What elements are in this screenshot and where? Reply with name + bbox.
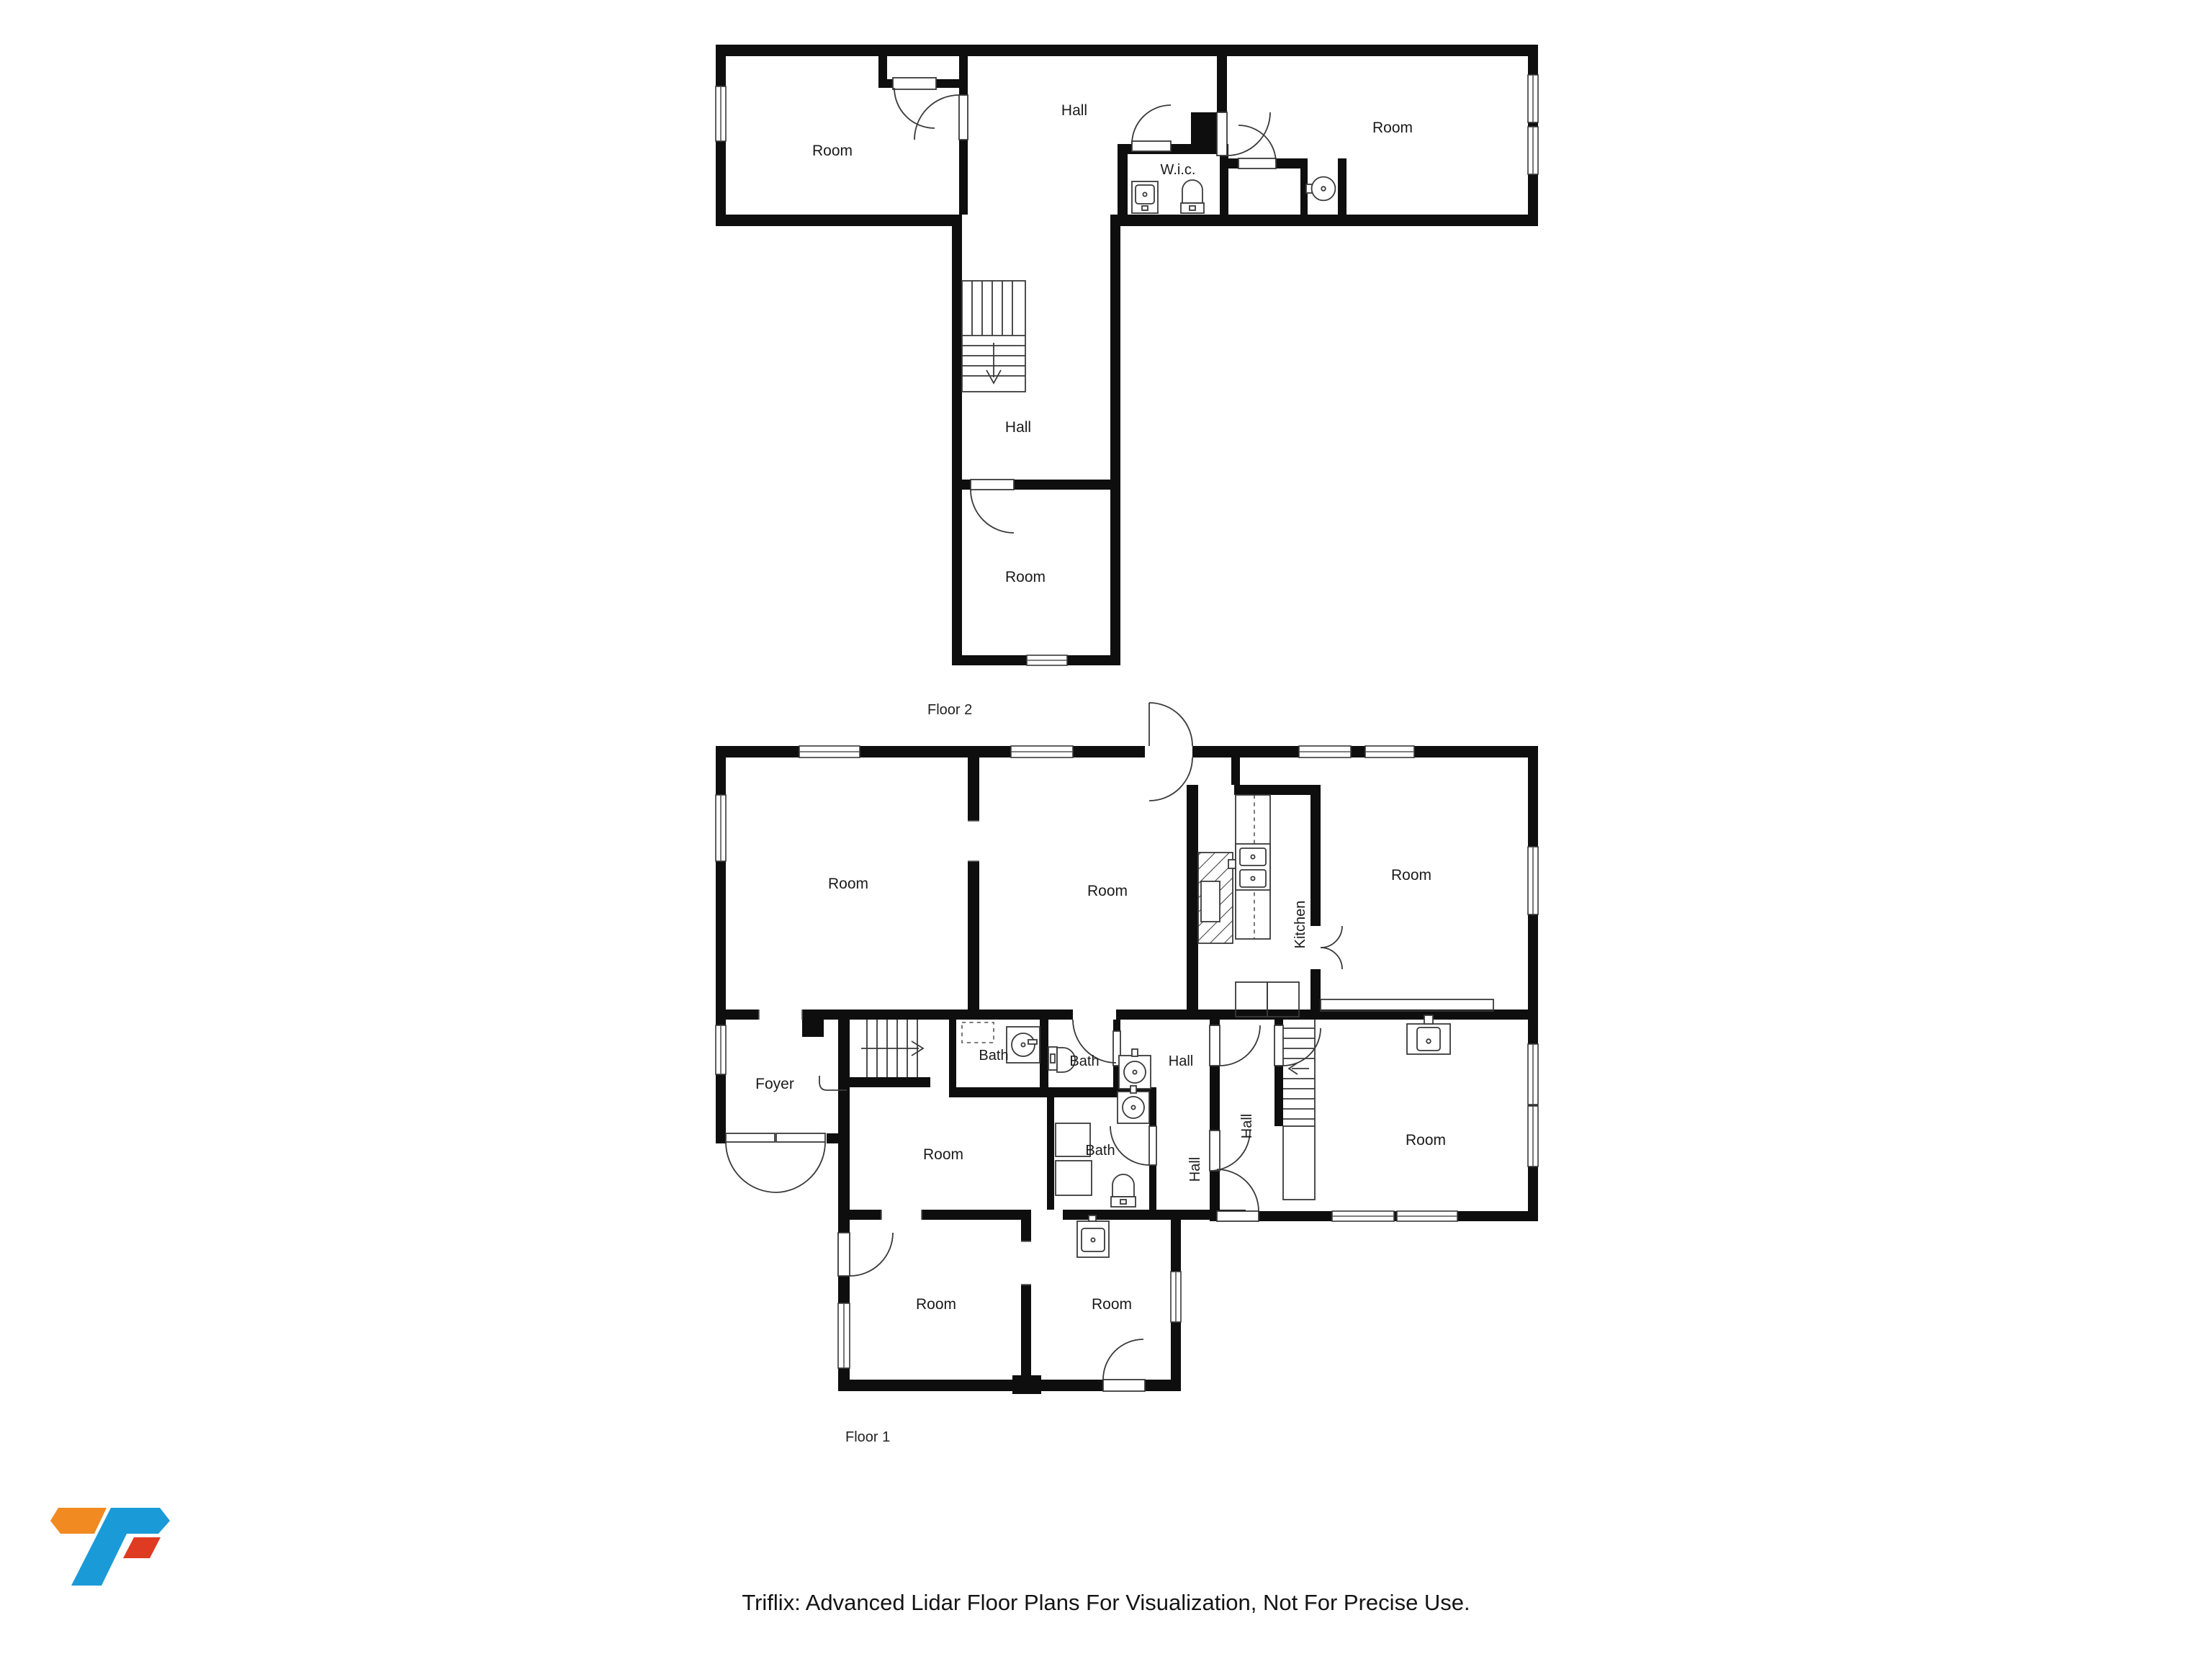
round-sink-icon [1306, 177, 1335, 201]
bath-top-label: Bath [979, 1048, 1009, 1064]
sink-icon [1119, 1049, 1151, 1089]
window [1027, 655, 1067, 665]
kitchen-sink-icon [1228, 844, 1270, 890]
room-mid-right-label: Room [1405, 1132, 1447, 1148]
window [838, 1303, 850, 1368]
hall-lower-label: Hall [1187, 1156, 1203, 1182]
window [716, 1025, 726, 1074]
corridor-top-door [1210, 1025, 1260, 1066]
window [1528, 75, 1538, 122]
window [1171, 1272, 1181, 1322]
bath-lower-label: Bath [1085, 1143, 1115, 1159]
sink-icon [1132, 181, 1158, 213]
kitchen-double-door [1321, 926, 1342, 969]
floor1-labels [755, 867, 1446, 1445]
shower-icon [1056, 1123, 1092, 1195]
window [1397, 1211, 1457, 1221]
room-mid-left-label: Room [922, 1146, 964, 1163]
bath-mid-label: Bath [1069, 1053, 1100, 1069]
staircase-down-icon [1283, 1020, 1315, 1200]
closet-door [893, 78, 936, 128]
window [1011, 746, 1073, 757]
toilet-icon [1111, 1174, 1136, 1207]
window [1528, 1044, 1538, 1105]
window [716, 86, 726, 141]
toilet-icon [1181, 180, 1204, 213]
floor1-plan [716, 703, 1538, 1445]
window [1365, 746, 1414, 757]
room-hall-door [914, 95, 968, 140]
logo-red-shape [123, 1537, 161, 1558]
room-bottom-left-label: Room [915, 1296, 957, 1313]
window [1528, 847, 1538, 914]
window [1332, 1211, 1394, 1221]
staircase-icon [962, 281, 1025, 392]
hall-corridor-label: Hall [1239, 1113, 1255, 1139]
sink-icon [1007, 1027, 1040, 1063]
wic-label: W.i.c. [1160, 162, 1196, 178]
stairs-room-door [1274, 1025, 1321, 1066]
window [1528, 127, 1538, 174]
floor2-title: Floor 2 [927, 702, 973, 718]
hall-stem-label: Hall [1004, 419, 1032, 436]
room-bottom-right-label: Room [1091, 1296, 1133, 1313]
window [716, 795, 726, 861]
entry-door [1145, 703, 1192, 801]
hall-upper-label: Hall [1168, 1053, 1194, 1069]
floor2-walls [716, 45, 1538, 665]
bath-lower-door [1110, 1126, 1156, 1165]
kitchen-fixtures [1198, 795, 1493, 1017]
room-left-label: Room [811, 143, 853, 159]
room-top-middle-label: Room [1087, 883, 1128, 899]
room-stem-label: Room [1004, 569, 1046, 585]
kitchen-label: Kitchen [1292, 900, 1308, 949]
logo-orange-shape [50, 1508, 107, 1534]
bath-door [1238, 125, 1276, 168]
bottom-left-room-door [838, 1233, 893, 1276]
sink-icon [1118, 1086, 1149, 1123]
room-right-label: Room [1372, 120, 1413, 136]
foyer-label: Foyer [755, 1076, 794, 1092]
window [1528, 1106, 1538, 1166]
floor1-title: Floor 1 [845, 1429, 891, 1445]
window [1299, 746, 1351, 757]
back-door [1217, 1169, 1259, 1221]
window [799, 746, 860, 757]
sink-icon [1407, 1015, 1450, 1054]
bottom-right-room-door [1103, 1339, 1145, 1391]
room-top-left-label: Room [827, 876, 869, 892]
caption-text: Triflix: Advanced Lidar Floor Plans For Visualization, Not For Precise Use. [742, 1590, 1470, 1615]
brand-logo [50, 1508, 170, 1586]
stem-room-door [971, 480, 1014, 533]
room-top-right-label: Room [1390, 867, 1432, 884]
sink-icon [1077, 1215, 1109, 1257]
floor2-plan [716, 45, 1538, 718]
floor2-doors [893, 78, 1276, 533]
appliance-dashed [962, 1022, 994, 1043]
wic-door [1132, 105, 1171, 151]
hall-top-label: Hall [1061, 102, 1088, 119]
